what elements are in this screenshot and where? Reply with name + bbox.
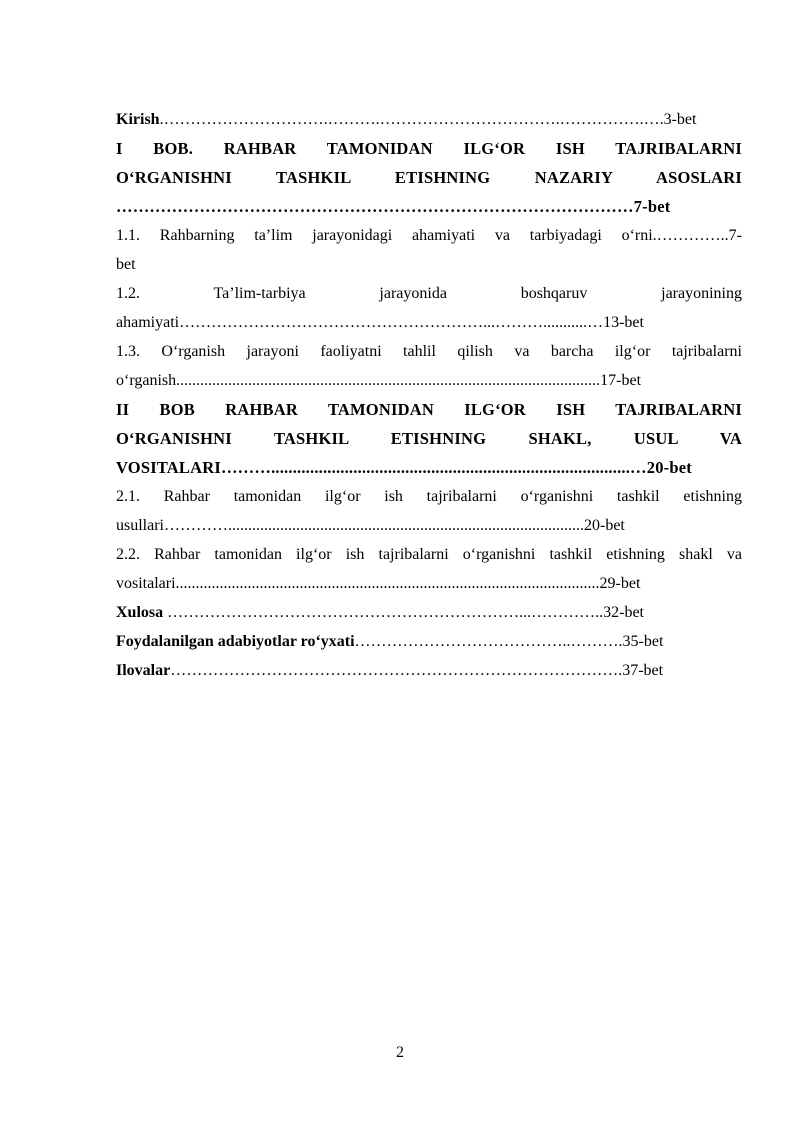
toc-chapter-1-line-2: O‘RGANISHNI TASHKIL ETISHNING NAZARIY ASOSLARI [116, 168, 742, 187]
toc-2-1-leader: …………......................................................................................... [164, 517, 584, 534]
toc-2-2-line-1: 2.2. Rahbar tamonidan ilg‘or ish tajribalarni o‘rganishni tashkil etishning shakl va [116, 546, 742, 563]
toc-chapter-2-text: VOSITALARI [116, 458, 221, 477]
toc-entry-chapter-2 [116, 395, 742, 482]
toc-chapter-2-line-2: O‘RGANISHNI TASHKIL ETISHNING SHAKL, USUL VA [116, 429, 742, 448]
toc-1-3-page: 17-bet [600, 372, 642, 389]
toc-2-1-page: 20-bet [584, 517, 625, 534]
toc-appendix-leader: …………………………………………………………………………. [170, 662, 623, 679]
toc-chapter-2-page: 20-bet [646, 458, 692, 477]
toc-entry-1-1 [116, 221, 742, 279]
toc-entry-conclusion [116, 598, 742, 627]
toc-entry-1-2 [116, 279, 742, 337]
toc-references-leader: …………………………………..………. [354, 633, 623, 650]
toc-1-2-leader: …………………………………………………...………...........… [179, 314, 604, 331]
toc-2-1-line-1: 2.1. Rahbar tamonidan ilg‘or ish tajribalarni o‘rganishni tashkil etishning [116, 488, 742, 505]
toc-1-2-text: ahamiyati [116, 314, 180, 331]
toc-entry-2-1 [116, 482, 742, 540]
toc-1-1-line-2: bet [116, 256, 136, 273]
toc-references-page: 35-bet [622, 633, 664, 650]
toc-appendix-title: Ilovalar [116, 662, 171, 679]
toc-entry-intro [116, 105, 742, 134]
toc-conclusion-page: .32-bet [599, 604, 644, 621]
toc-1-1-line-1: 1.1. Rahbarning ta’lim jarayonidagi ahamiyati va tarbiyadagi o‘rni.…………..7- [116, 227, 742, 244]
toc-entry-2-2 [116, 540, 742, 598]
toc-intro-leader: .………………………….……….…………………………….…………….…. [159, 111, 664, 128]
toc-chapter-1-line-1: I BOB. RAHBAR TAMONIDAN ILG‘OR ISH TAJRIBALARNI [116, 139, 742, 158]
toc-chapter-1-leader: ………………………………………………………………………………… [116, 197, 634, 216]
toc-2-2-text: vositalari [116, 575, 176, 592]
toc-2-2-leader: .......................................................................................................... [175, 575, 600, 592]
toc-conclusion-leader: …………………………………………………………...…………. [163, 604, 600, 621]
toc-1-2-line-1: 1.2. Ta’lim-tarbiya jarayonida boshqaruv jarayonining [116, 285, 742, 302]
toc-entry-references [116, 627, 742, 656]
toc-intro-page: 3-bet [663, 111, 697, 128]
toc-conclusion-title: Xulosa [116, 604, 164, 621]
toc-2-2-page: 29-bet [599, 575, 641, 592]
toc-1-3-text: o‘rganish [116, 372, 177, 389]
toc-appendix-page: 37-bet [622, 662, 664, 679]
toc-chapter-1-page: 7-bet [633, 197, 671, 216]
toc-entry-chapter-1 [116, 134, 742, 221]
toc-references-title: Foydalanilgan adabiyotlar ro‘yxati [116, 633, 355, 650]
toc-chapter-2-leader: ………...................................................................................… [220, 458, 647, 477]
toc-1-2-page: 13-bet [603, 314, 644, 331]
toc-1-3-leader: .......................................................................................................... [176, 372, 601, 389]
table-of-contents [116, 105, 742, 685]
toc-entry-1-3 [116, 337, 742, 395]
toc-2-1-text: usullari [116, 517, 164, 534]
page-number: 2 [396, 1044, 404, 1061]
toc-entry-appendix [116, 656, 742, 685]
toc-intro-title: Kirish [116, 111, 160, 128]
toc-1-3-line-1: 1.3. O‘rganish jarayoni faoliyatni tahlil qilish va barcha ilg‘or tajribalarni [116, 343, 742, 360]
toc-chapter-2-line-1: II BOB RAHBAR TAMONIDAN ILG‘OR ISH TAJRIBALARNI [116, 400, 742, 419]
